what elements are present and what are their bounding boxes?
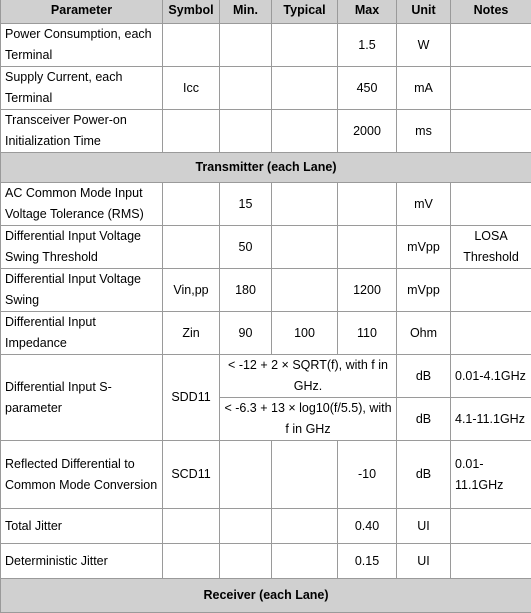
- min-cell: [220, 24, 272, 67]
- notes-cell: 0.01-11.1GHz: [451, 441, 531, 509]
- header-typical: Typical: [272, 0, 338, 24]
- typ-cell: [272, 67, 338, 110]
- section-header-receiver: [1, 579, 531, 613]
- param-cell: Transceiver Power-on Initialization Time: [1, 110, 163, 153]
- unit-cell: mV: [397, 183, 451, 226]
- typ-cell: [272, 441, 338, 509]
- max-cell: 0.15: [338, 544, 397, 579]
- max-cell: 450: [338, 67, 397, 110]
- table-row: [1, 110, 531, 153]
- symbol-cell: [163, 544, 220, 579]
- symbol-cell: [163, 226, 220, 269]
- symbol-cell: Icc: [163, 67, 220, 110]
- max-cell: 2000: [338, 110, 397, 153]
- unit-cell: ms: [397, 110, 451, 153]
- unit-cell: dB: [397, 355, 451, 398]
- param-cell: Differential Input Voltage Swing: [1, 269, 163, 312]
- notes-cell: [451, 312, 531, 355]
- min-cell: 90: [220, 312, 272, 355]
- table-row: [1, 312, 531, 355]
- symbol-cell: [163, 24, 220, 67]
- typ-cell: [272, 509, 338, 544]
- param-cell: Total Jitter: [1, 509, 163, 544]
- typ-cell: 100: [272, 312, 338, 355]
- header-symbol: Symbol: [163, 0, 220, 24]
- sparam-formula-1: < -12 + 2 × SQRT(f), with f in GHz.: [220, 355, 397, 398]
- unit-cell: Ohm: [397, 312, 451, 355]
- symbol-cell: [163, 509, 220, 544]
- table-row: [1, 183, 531, 226]
- section-header-transmitter: [1, 153, 531, 183]
- header-min: Min.: [220, 0, 272, 24]
- min-cell: [220, 441, 272, 509]
- table-row: [1, 544, 531, 579]
- param-cell: Differential Input Impedance: [1, 312, 163, 355]
- min-cell: 15: [220, 183, 272, 226]
- header-max: Max: [338, 0, 397, 24]
- param-cell: Power Consumption, each Terminal: [1, 24, 163, 67]
- table-row: [1, 509, 531, 544]
- symbol-cell: Vin,pp: [163, 269, 220, 312]
- notes-cell: [451, 110, 531, 153]
- param-cell: Differential Input Voltage Swing Threshold: [1, 226, 163, 269]
- unit-cell: UI: [397, 544, 451, 579]
- symbol-cell: SDD11: [163, 355, 220, 441]
- max-cell: [338, 183, 397, 226]
- min-cell: 180: [220, 269, 272, 312]
- notes-cell: 0.01-4.1GHz: [451, 355, 531, 398]
- sparam-formula-2: < -6.3 + 13 × log10(f/5.5), with f in GHz: [220, 398, 397, 441]
- max-cell: [338, 226, 397, 269]
- typ-cell: [272, 110, 338, 153]
- header-unit: Unit: [397, 0, 451, 24]
- table-row: [1, 441, 531, 509]
- symbol-cell: SCD11: [163, 441, 220, 509]
- unit-cell: mA: [397, 67, 451, 110]
- notes-cell: [451, 269, 531, 312]
- typ-cell: [272, 24, 338, 67]
- notes-cell: [451, 509, 531, 544]
- unit-cell: mVpp: [397, 226, 451, 269]
- typ-cell: [272, 544, 338, 579]
- header-row: [1, 0, 531, 24]
- max-cell: 0.40: [338, 509, 397, 544]
- typ-cell: [272, 183, 338, 226]
- notes-cell: [451, 544, 531, 579]
- symbol-cell: Zin: [163, 312, 220, 355]
- header-notes: Notes: [451, 0, 531, 24]
- table-row: [1, 24, 531, 67]
- param-cell: AC Common Mode Input Voltage Tolerance (RMS): [1, 183, 163, 226]
- header-parameter: Parameter: [1, 0, 163, 24]
- param-cell: Supply Current, each Terminal: [1, 67, 163, 110]
- max-cell: 1200: [338, 269, 397, 312]
- min-cell: [220, 544, 272, 579]
- min-cell: 50: [220, 226, 272, 269]
- unit-cell: UI: [397, 509, 451, 544]
- notes-cell: [451, 67, 531, 110]
- notes-cell: LOSA Threshold: [451, 226, 531, 269]
- table-row: [1, 226, 531, 269]
- typ-cell: [272, 269, 338, 312]
- typ-cell: [272, 226, 338, 269]
- param-cell: Differential Input S-parameter: [1, 355, 163, 441]
- notes-cell: [451, 183, 531, 226]
- notes-cell: 4.1-11.1GHz: [451, 398, 531, 441]
- param-cell: Deterministic Jitter: [1, 544, 163, 579]
- max-cell: 110: [338, 312, 397, 355]
- table-row-sparam: [1, 355, 531, 398]
- min-cell: [220, 110, 272, 153]
- unit-cell: mVpp: [397, 269, 451, 312]
- symbol-cell: [163, 110, 220, 153]
- unit-cell: dB: [397, 441, 451, 509]
- unit-cell: W: [397, 24, 451, 67]
- table-row: [1, 269, 531, 312]
- param-cell: Reflected Differential to Common Mode Conversion: [1, 441, 163, 509]
- section-title: Receiver (each Lane): [1, 579, 531, 613]
- max-cell: 1.5: [338, 24, 397, 67]
- symbol-cell: [163, 183, 220, 226]
- table-row: [1, 67, 531, 110]
- unit-cell: dB: [397, 398, 451, 441]
- min-cell: [220, 67, 272, 110]
- min-cell: [220, 509, 272, 544]
- notes-cell: [451, 24, 531, 67]
- max-cell: -10: [338, 441, 397, 509]
- section-title: Transmitter (each Lane): [1, 153, 531, 183]
